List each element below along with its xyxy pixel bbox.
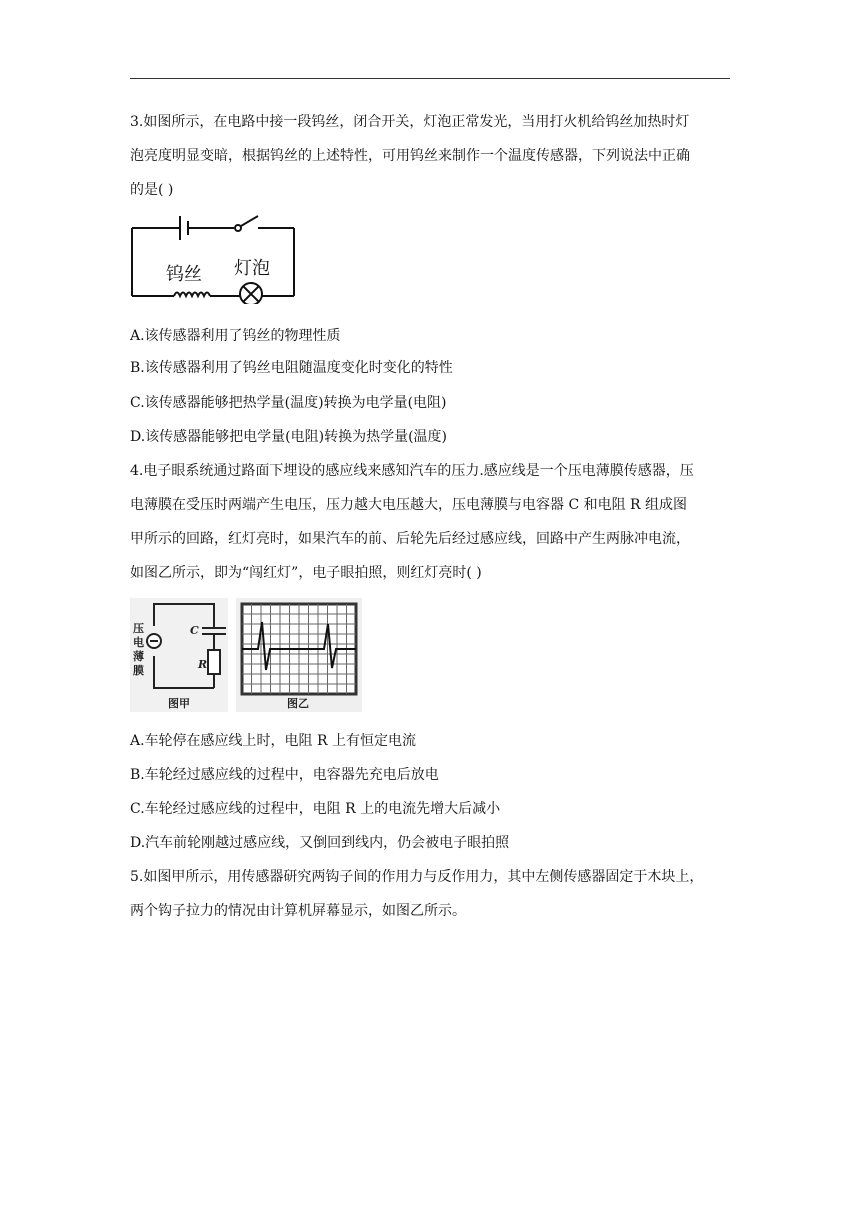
q3-option-c: C.该传感器能够把热学量(温度)转换为电学量(电阻) xyxy=(130,395,447,411)
q3-stem-line-1: 3.如图所示，在电路中接一段钨丝，闭合开关，灯泡正常发光，当用打火机给钨丝加热时灯 xyxy=(130,114,690,130)
label-piezo-film-4: 膜 xyxy=(133,664,144,677)
label-piezo-film-2: 电 xyxy=(133,636,144,649)
q4-option-d: D.汽车前轮刚越过感应线，又倒回到线内，仍会被电子眼拍照 xyxy=(130,835,510,851)
q3-stem-line-3: 的是( ) xyxy=(130,182,174,198)
switch-lever xyxy=(241,216,258,226)
q4-stem-line-1: 4.电子眼系统通过路面下埋设的感应线来感知汽车的压力.感应线是一个压电薄膜传感器，压 xyxy=(130,463,694,479)
q4-option-a: A.车轮停在感应线上时，电阻 R 上有恒定电流 xyxy=(130,733,417,749)
label-piezo-film-1: 压 xyxy=(133,622,144,635)
q3-option-b: B.该传感器利用了钨丝电阻随温度变化时变化的特性 xyxy=(130,360,453,376)
caption-jia: 图甲 xyxy=(168,697,190,710)
q3-option-d: D.该传感器能够把电学量(电阻)转换为热学量(温度) xyxy=(130,429,448,445)
q5-stem-line-2: 两个钩子拉力的情况由计算机屏幕显示，如图乙所示。 xyxy=(130,903,466,919)
q4-figures xyxy=(130,598,362,712)
label-tungsten: 钨丝 xyxy=(166,264,202,285)
figure-jia xyxy=(130,598,228,712)
q4-option-b: B.车轮经过感应线的过程中，电容器先充电后放电 xyxy=(130,767,439,783)
q5-stem-line-1: 5.如图甲所示，用传感器研究两钩子间的作用力与反作用力，其中左侧传感器固定于木块上， xyxy=(130,869,704,885)
q4-stem-line-3: 甲所示的回路，红灯亮时，如果汽车的前、后轮先后经过感应线，回路中产生两脉冲电流， xyxy=(130,531,690,547)
figure-yi xyxy=(236,598,362,712)
switch-pivot xyxy=(235,225,241,231)
label-bulb: 灯泡 xyxy=(234,258,270,279)
caption-yi: 图乙 xyxy=(287,697,309,710)
header-rule xyxy=(130,78,730,79)
label-piezo-film-3: 薄 xyxy=(133,650,144,663)
tungsten-wire-coil xyxy=(174,293,210,297)
q3-option-a: A.该传感器利用了钨丝的物理性质 xyxy=(130,328,341,344)
label-capacitor: C xyxy=(190,624,199,637)
q3-stem-line-2: 泡亮度明显变暗，根据钨丝的上述特性，可用钨丝来制作一个温度传感器，下列说法中正确 xyxy=(130,148,690,164)
q4-option-c: C.车轮经过感应线的过程中，电阻 R 上的电流先增大后减小 xyxy=(130,801,501,817)
q4-stem-line-4: 如图乙所示，即为“闯红灯”，电子眼拍照，则红灯亮时( ) xyxy=(130,565,482,581)
label-resistor: R xyxy=(198,658,208,671)
q4-stem-line-2: 电薄膜在受压时两端产生电压，压力越大电压越大，压电薄膜与电容器 C 和电阻 R 组成图 xyxy=(130,497,688,513)
q3-circuit-figure xyxy=(130,208,298,304)
